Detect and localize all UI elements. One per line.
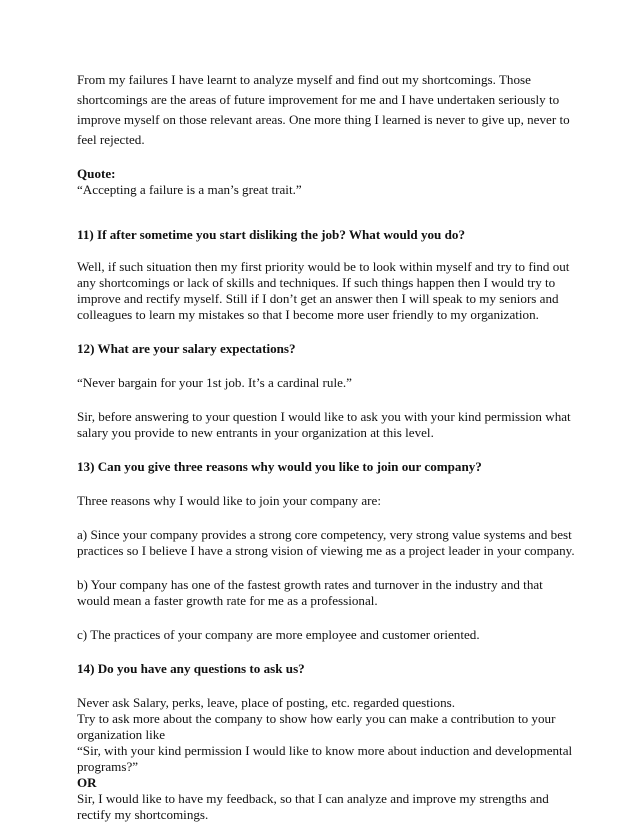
quote-text: “Accepting a failure is a man’s great trait.”: [77, 182, 302, 197]
question-14-heading: 14) Do you have any questions to ask us?: [77, 661, 305, 676]
question-14-line-3: “Sir, with your kind permission I would like to know more about induction and developmental programs?”: [77, 743, 573, 774]
question-11-answer: Well, if such situation then my first priority would be to look within myself and try to find out any shortcomings or lack of skills and techniques. If such things happen then I would try to improve and rectify myself. Still if I don’t get an answer then I will speak to my seniors and colleagues to learn my mistakes so that I become more user friendly to my organization.: [77, 259, 570, 322]
document-page: [77, 70, 577, 823]
question-13-reason-a: a) Since your company provides a strong core competency, very strong value systems and best practices so I believe I have a strong vision of viewing me as a project leader in your company.: [77, 527, 575, 558]
intro-paragraph: From my failures I have learnt to analyze myself and find out my shortcomings. Those shortcomings are the areas of future improvement for me and I have undertaken seriously to improve myself on those relevant areas. One more thing I learned is never to give up, never to feel rejected.: [77, 72, 570, 147]
question-14-line-4: Sir, I would like to have my feedback, so that I can analyze and improve my strengths and rectify my shortcomings.: [77, 791, 549, 822]
quote-label: Quote:: [77, 166, 116, 181]
question-11-heading: 11) If after sometime you start disliking the job? What would you do?: [77, 227, 465, 242]
question-13-reason-b: b) Your company has one of the fastest growth rates and turnover in the industry and that would mean a faster growth rate for me as a professional.: [77, 577, 543, 608]
question-14-line-2: Try to ask more about the company to show how early you can make a contribution to your organization like: [77, 711, 556, 742]
question-13-intro: Three reasons why I would like to join your company are:: [77, 493, 381, 508]
question-12-heading: 12) What are your salary expectations?: [77, 341, 296, 356]
question-14-or: OR: [77, 775, 97, 790]
question-13-reason-c: c) The practices of your company are more employee and customer oriented.: [77, 627, 480, 642]
question-12-answer: Sir, before answering to your question I would like to ask you with your kind permission what salary you provide to new entrants in your organization at this level.: [77, 409, 571, 440]
question-13-heading: 13) Can you give three reasons why would you like to join our company?: [77, 459, 482, 474]
question-12-quote: “Never bargain for your 1st job. It’s a cardinal rule.”: [77, 375, 352, 390]
question-14-line-1: Never ask Salary, perks, leave, place of posting, etc. regarded questions.: [77, 695, 456, 710]
